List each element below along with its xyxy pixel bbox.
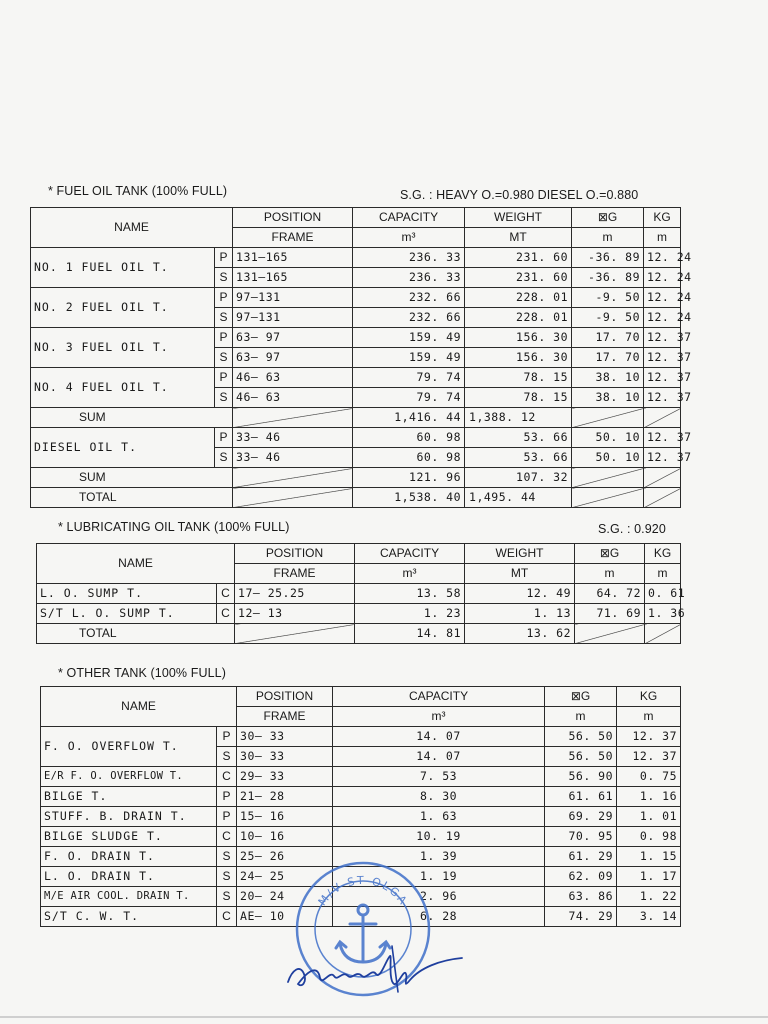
kg: 12. 24 xyxy=(644,308,681,328)
side: P xyxy=(217,787,237,807)
tank-name: L. O. DRAIN T. xyxy=(41,867,217,887)
capacity: 159. 49 xyxy=(353,328,465,348)
side: S xyxy=(215,448,233,468)
table-row xyxy=(37,584,681,604)
header-lcg-unit: m xyxy=(572,228,644,248)
frame: 46– 63 xyxy=(233,368,353,388)
tank-name: BILGE SLUDGE T. xyxy=(41,827,217,847)
kg: 0. 75 xyxy=(617,767,681,787)
table-row xyxy=(41,827,681,847)
lcg: 61. 61 xyxy=(545,787,617,807)
tank-name: NO. 2 FUEL OIL T. xyxy=(31,288,215,328)
header-weight-unit: MT xyxy=(465,564,575,584)
side: P xyxy=(215,328,233,348)
table-row xyxy=(31,248,681,268)
side: S xyxy=(215,348,233,368)
slash-cell xyxy=(572,468,644,488)
lcg: 56. 50 xyxy=(545,727,617,747)
svg-text:M/V ST OLGA xyxy=(316,874,411,908)
sum-weight: 107. 32 xyxy=(465,468,572,488)
kg: 3. 14 xyxy=(617,907,681,927)
header-capacity: CAPACITY xyxy=(333,687,545,707)
tank-name: M/E AIR COOL. DRAIN T. xyxy=(41,887,217,907)
side: S xyxy=(215,308,233,328)
side: P xyxy=(217,807,237,827)
capacity: 79. 74 xyxy=(353,368,465,388)
side: S xyxy=(217,867,237,887)
slash-cell xyxy=(572,408,644,428)
weight: 1. 13 xyxy=(465,604,575,624)
frame: 12– 13 xyxy=(235,604,355,624)
kg: 12. 24 xyxy=(644,268,681,288)
capacity: 1. 63 xyxy=(333,807,545,827)
frame: 63– 97 xyxy=(233,328,353,348)
kg: 1. 22 xyxy=(617,887,681,907)
lcg: 17. 70 xyxy=(572,328,644,348)
kg: 1. 16 xyxy=(617,787,681,807)
capacity: 2. 96 xyxy=(333,887,545,907)
header-capacity: CAPACITY xyxy=(353,208,465,228)
slash-cell xyxy=(235,624,355,644)
frame: AE– 10 xyxy=(237,907,333,927)
page-bottom-edge xyxy=(0,1016,768,1018)
frame: 25– 26 xyxy=(237,847,333,867)
total-label: TOTAL xyxy=(31,488,233,508)
tank-name: F. O. DRAIN T. xyxy=(41,847,217,867)
capacity: 60. 98 xyxy=(353,448,465,468)
capacity: 14. 07 xyxy=(333,747,545,767)
tank-name: S/T C. W. T. xyxy=(41,907,217,927)
kg: 1. 15 xyxy=(617,847,681,867)
header-kg-unit: m xyxy=(645,564,681,584)
header-name: NAME xyxy=(41,687,237,727)
capacity: 13. 58 xyxy=(355,584,465,604)
header-kg-unit: m xyxy=(617,707,681,727)
kg: 1. 36 xyxy=(645,604,681,624)
side: C xyxy=(217,827,237,847)
header-lcg-unit: m xyxy=(575,564,645,584)
side: S xyxy=(217,747,237,767)
lcg: 63. 86 xyxy=(545,887,617,907)
header-weight: WEIGHT xyxy=(465,544,575,564)
header-lcg: ⊠G xyxy=(545,687,617,707)
kg: 12. 37 xyxy=(644,428,681,448)
side: P xyxy=(217,727,237,747)
header-position: POSITION xyxy=(235,544,355,564)
other-tank-title: * OTHER TANK (100% FULL) xyxy=(58,666,226,680)
capacity: 159. 49 xyxy=(353,348,465,368)
kg: 12. 37 xyxy=(644,368,681,388)
frame: 21– 28 xyxy=(237,787,333,807)
frame: 29– 33 xyxy=(237,767,333,787)
tank-name: NO. 4 FUEL OIL T. xyxy=(31,368,215,408)
tank-name: F. O. OVERFLOW T. xyxy=(41,727,217,767)
tank-name: S/T L. O. SUMP T. xyxy=(37,604,217,624)
kg: 1. 17 xyxy=(617,867,681,887)
side: P xyxy=(215,428,233,448)
side: P xyxy=(215,368,233,388)
slash-cell xyxy=(233,408,353,428)
kg: 1. 01 xyxy=(617,807,681,827)
side: S xyxy=(217,887,237,907)
kg: 12. 24 xyxy=(644,288,681,308)
side: S xyxy=(215,268,233,288)
frame: 30– 33 xyxy=(237,727,333,747)
tank-name: NO. 1 FUEL OIL T. xyxy=(31,248,215,288)
header-lcg-unit: m xyxy=(545,707,617,727)
header-position: POSITION xyxy=(233,208,353,228)
frame: 131–165 xyxy=(233,268,353,288)
lcg: 61. 29 xyxy=(545,847,617,867)
weight: 231. 60 xyxy=(465,268,572,288)
side: C xyxy=(217,767,237,787)
lube-oil-table xyxy=(36,543,686,644)
signature-icon xyxy=(280,930,470,1000)
capacity: 8. 30 xyxy=(333,787,545,807)
frame: 15– 16 xyxy=(237,807,333,827)
capacity: 232. 66 xyxy=(353,288,465,308)
header-capacity: CAPACITY xyxy=(355,544,465,564)
lube-oil-title: * LUBRICATING OIL TANK (100% FULL) xyxy=(58,520,290,534)
total-row xyxy=(37,624,681,644)
lcg: 17. 70 xyxy=(572,348,644,368)
total-weight: 13. 62 xyxy=(465,624,575,644)
frame: 30– 33 xyxy=(237,747,333,767)
lcg: 38. 10 xyxy=(572,368,644,388)
frame: 46– 63 xyxy=(233,388,353,408)
frame: 97–131 xyxy=(233,288,353,308)
weight: 78. 15 xyxy=(465,368,572,388)
frame: 10– 16 xyxy=(237,827,333,847)
total-capacity: 1,538. 40 xyxy=(353,488,465,508)
header-lcg: ⊠G xyxy=(572,208,644,228)
frame: 33– 46 xyxy=(233,428,353,448)
lcg: 56. 50 xyxy=(545,747,617,767)
table-row xyxy=(31,328,681,348)
kg: 12. 37 xyxy=(644,328,681,348)
kg: 12. 37 xyxy=(644,388,681,408)
lcg: 74. 29 xyxy=(545,907,617,927)
header-capacity-unit: m³ xyxy=(355,564,465,584)
sum-label: SUM xyxy=(31,408,233,428)
frame: 24– 25 xyxy=(237,867,333,887)
fuel-oil-title: * FUEL OIL TANK (100% FULL) xyxy=(48,184,228,198)
total-row xyxy=(31,488,681,508)
lcg: 71. 69 xyxy=(575,604,645,624)
sum-row xyxy=(31,468,681,488)
kg: 12. 37 xyxy=(617,727,681,747)
side: P xyxy=(215,288,233,308)
table-row xyxy=(31,428,681,448)
capacity: 6. 28 xyxy=(333,907,545,927)
slash-cell xyxy=(233,488,353,508)
side: C xyxy=(217,604,235,624)
capacity: 79. 74 xyxy=(353,388,465,408)
header-frame: FRAME xyxy=(233,228,353,248)
kg: 12. 37 xyxy=(617,747,681,767)
tank-name: BILGE T. xyxy=(41,787,217,807)
capacity: 10. 19 xyxy=(333,827,545,847)
header-frame: FRAME xyxy=(237,707,333,727)
side: C xyxy=(217,907,237,927)
header-name: NAME xyxy=(31,208,233,248)
fuel-oil-sg: S.G. : HEAVY O.=0.980 DIESEL O.=0.880 xyxy=(400,188,639,202)
tank-name: NO. 3 FUEL OIL T. xyxy=(31,328,215,368)
table-row xyxy=(31,288,681,308)
total-capacity: 14. 81 xyxy=(355,624,465,644)
sum-capacity: 1,416. 44 xyxy=(353,408,465,428)
capacity: 14. 07 xyxy=(333,727,545,747)
frame: 20– 24 xyxy=(237,887,333,907)
header-name: NAME xyxy=(37,544,235,584)
header-frame: FRAME xyxy=(235,564,355,584)
slash-cell xyxy=(572,488,644,508)
table-row xyxy=(41,727,681,747)
lube-oil-sg: S.G. : 0.920 xyxy=(598,522,666,536)
kg: 0. 98 xyxy=(617,827,681,847)
weight: 231. 60 xyxy=(465,248,572,268)
header-kg-unit: m xyxy=(644,228,681,248)
side: S xyxy=(217,847,237,867)
capacity: 236. 33 xyxy=(353,268,465,288)
kg: 12. 37 xyxy=(644,348,681,368)
frame: 63– 97 xyxy=(233,348,353,368)
slash-cell xyxy=(644,468,681,488)
capacity: 232. 66 xyxy=(353,308,465,328)
weight: 53. 66 xyxy=(465,448,572,468)
capacity: 7. 53 xyxy=(333,767,545,787)
slash-cell xyxy=(575,624,645,644)
total-weight: 1,495. 44 xyxy=(465,488,572,508)
slash-cell xyxy=(645,624,681,644)
header-capacity-unit: m³ xyxy=(353,228,465,248)
lcg: 64. 72 xyxy=(575,584,645,604)
table-row xyxy=(41,767,681,787)
side: C xyxy=(217,584,235,604)
kg: 12. 37 xyxy=(644,448,681,468)
header-weight-unit: MT xyxy=(465,228,572,248)
frame: 131–165 xyxy=(233,248,353,268)
kg: 0. 61 xyxy=(645,584,681,604)
table-row xyxy=(41,787,681,807)
header-kg: KG xyxy=(644,208,681,228)
header-kg: KG xyxy=(617,687,681,707)
lcg: 70. 95 xyxy=(545,827,617,847)
total-label: TOTAL xyxy=(37,624,235,644)
slash-cell xyxy=(233,468,353,488)
sum-capacity: 121. 96 xyxy=(353,468,465,488)
capacity: 1. 23 xyxy=(355,604,465,624)
capacity: 60. 98 xyxy=(353,428,465,448)
tank-name: E/R F. O. OVERFLOW T. xyxy=(41,767,217,787)
weight: 12. 49 xyxy=(465,584,575,604)
side: P xyxy=(215,248,233,268)
lcg: 38. 10 xyxy=(572,388,644,408)
header-capacity-unit: m³ xyxy=(333,707,545,727)
tank-name: DIESEL OIL T. xyxy=(31,428,215,468)
capacity: 1. 39 xyxy=(333,847,545,867)
lcg: 62. 09 xyxy=(545,867,617,887)
header-position: POSITION xyxy=(237,687,333,707)
capacity: 1. 19 xyxy=(333,867,545,887)
lcg: 56. 90 xyxy=(545,767,617,787)
weight: 228. 01 xyxy=(465,308,572,328)
kg: 12. 24 xyxy=(644,248,681,268)
stamp-text: M/V ST OLGA xyxy=(315,873,411,909)
weight: 78. 15 xyxy=(465,388,572,408)
sum-label: SUM xyxy=(31,468,233,488)
table-row xyxy=(37,604,681,624)
sum-row xyxy=(31,408,681,428)
fuel-oil-table xyxy=(30,207,692,508)
lcg: 50. 10 xyxy=(572,428,644,448)
frame: 17– 25.25 xyxy=(235,584,355,604)
capacity: 236. 33 xyxy=(353,248,465,268)
lcg: -36. 89 xyxy=(572,248,644,268)
header-weight: WEIGHT xyxy=(465,208,572,228)
tank-name: L. O. SUMP T. xyxy=(37,584,217,604)
lcg: -9. 50 xyxy=(572,308,644,328)
tank-name: STUFF. B. DRAIN T. xyxy=(41,807,217,827)
lcg: 50. 10 xyxy=(572,448,644,468)
slash-cell xyxy=(644,488,681,508)
lcg: -36. 89 xyxy=(572,268,644,288)
sum-weight: 1,388. 12 xyxy=(465,408,572,428)
frame: 97–131 xyxy=(233,308,353,328)
table-row xyxy=(31,368,681,388)
weight: 228. 01 xyxy=(465,288,572,308)
table-row xyxy=(41,807,681,827)
slash-cell xyxy=(644,408,681,428)
header-lcg: ⊠G xyxy=(575,544,645,564)
weight: 156. 30 xyxy=(465,328,572,348)
header-kg: KG xyxy=(645,544,681,564)
lcg: 69. 29 xyxy=(545,807,617,827)
side: S xyxy=(215,388,233,408)
weight: 53. 66 xyxy=(465,428,572,448)
weight: 156. 30 xyxy=(465,348,572,368)
lcg: -9. 50 xyxy=(572,288,644,308)
frame: 33– 46 xyxy=(233,448,353,468)
